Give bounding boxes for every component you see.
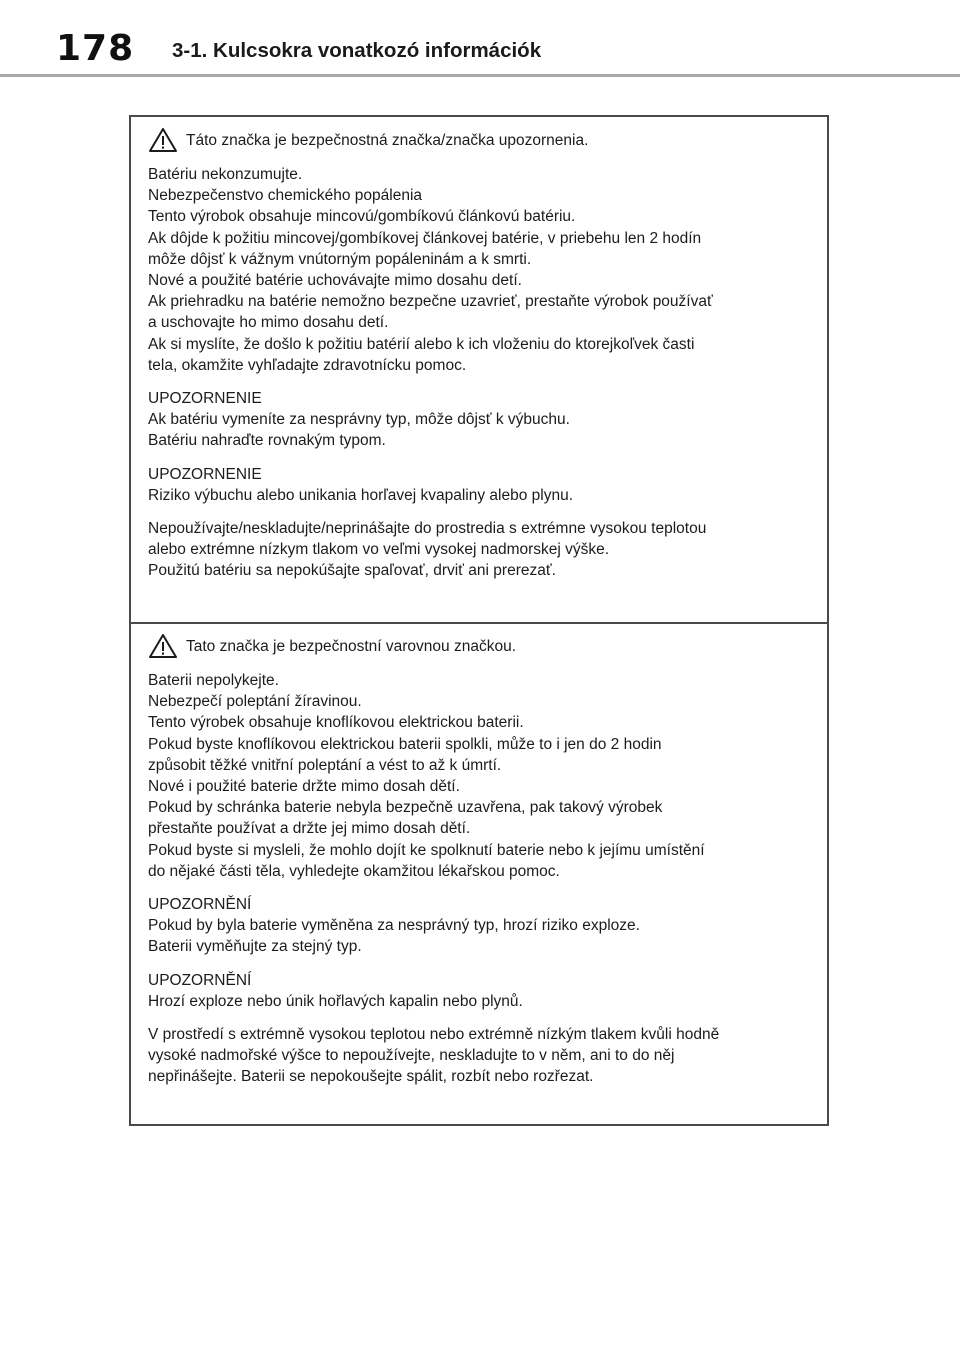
paragraph-slovak-caution-explosion: [148, 464, 817, 506]
paragraph-czech-caution-explosion: [148, 970, 817, 1012]
text-line: Nebezpečí poleptání žíravinou.: [148, 693, 362, 711]
text-line: Ak priehradku na batérie nemožno bezpečne uzavrieť, prestaňte výrobok používať: [148, 293, 713, 311]
paragraph-czech-caution-replacement: [148, 894, 817, 958]
text-line: Nebezpečenstvo chemického popálenia: [148, 187, 423, 205]
text-line: Batériu nekonzumujte.: [148, 166, 303, 183]
text-line: vysoké nadmořské výšce to nepoužívejte, neskladujte to v něm, ani to do něj: [148, 1047, 675, 1065]
text-line: Tento výrobek obsahuje knoflíkovou elektrickou baterii.: [148, 714, 524, 732]
text-line: a uschovajte ho mimo dosahu detí.: [148, 314, 389, 332]
header-rule: [0, 74, 960, 77]
text-line: Pokud byste knoflíkovou elektrickou baterii spolkli, může to i jen do 2 hodin: [148, 735, 662, 753]
text-line: Pokud by byla baterie vyměněna za nesprávný typ, hrozí riziko exploze.: [148, 917, 640, 935]
text-line: Pokud byste si mysleli, že mohlo dojít ke spolknutí baterie nebo k jejímu umístění: [148, 841, 705, 859]
text-line: môže dôjsť k vážnym vnútorným popáleninám a k smrti.: [148, 250, 532, 268]
text-line: tela, okamžite vyhľadajte zdravotnícku pomoc.: [148, 356, 467, 374]
text-line: Baterii nepolykejte.: [148, 672, 279, 689]
text-line: přestaňte používat a držte jej mimo dosah dětí.: [148, 820, 471, 838]
symbol-description-czech: Tato značka je bezpečnostní varovnou značkou.: [186, 637, 517, 655]
paragraph-slovak-ingestion: [148, 164, 817, 376]
paragraph-slovak-environment: [148, 518, 817, 582]
text-line: Nepoužívajte/neskladujte/neprinášajte do prostredia s extrémne vysokou teplotou: [148, 520, 707, 538]
text-line: Použitú batériu sa nepokúšajte spaľovať, drviť ani prerezať.: [148, 562, 556, 580]
page-number: 178: [56, 28, 135, 69]
paragraph-czech-environment: [148, 1024, 817, 1088]
page-header: [0, 0, 960, 80]
text-line: Ak batériu vymeníte za nesprávny typ, môže dôjsť k výbuchu.: [148, 411, 570, 429]
warning-triangle-icon: [148, 633, 178, 659]
text-line: Batériu nahraďte rovnakým typom.: [148, 432, 386, 450]
caution-heading: UPOZORNENIE: [148, 390, 262, 408]
text-line: způsobit těžké vnitřní poleptání a vést to až k úmrtí.: [148, 756, 502, 774]
caution-heading: UPOZORNĚNÍ: [148, 971, 252, 989]
text-line: Nové i použité baterie držte mimo dosah dětí.: [148, 778, 460, 796]
text-line: do nějaké části těla, vyhledejte okamžitou lékařskou pomoc.: [148, 862, 560, 880]
text-line: alebo extrémne nízkym tlakom vo veľmi vysokej nadmorskej výške.: [148, 541, 610, 559]
text-line: Ak dôjde k požitiu mincovej/gombíkovej článkovej batérie, v priebehu len 2 hodín: [148, 229, 702, 247]
text-line: Pokud by schránka baterie nebyla bezpečně uzavřena, pak takový výrobek: [148, 799, 663, 817]
text-line: Tento výrobok obsahuje mincovú/gombíkovú článkovú batériu.: [148, 208, 576, 226]
paragraph-czech-ingestion: [148, 670, 817, 882]
text-line: Hrozí exploze nebo únik hořlavých kapalin nebo plynů.: [148, 992, 523, 1010]
symbol-line-czech: [148, 632, 817, 660]
symbol-description-slovak: Táto značka je bezpečnostná značka/značka upozornenia.: [186, 131, 589, 149]
paragraph-slovak-caution-replacement: [148, 388, 817, 452]
text-line: Nové a použité batérie uchovávajte mimo dosahu detí.: [148, 272, 522, 290]
symbol-line-slovak: [148, 126, 817, 154]
text-line: Baterii vyměňujte za stejný typ.: [148, 938, 362, 956]
text-line: Ak si myslíte, že došlo k požitiu batérií alebo k ich vloženiu do ktorejkoľvek časti: [148, 335, 695, 353]
warning-triangle-icon: [148, 127, 178, 153]
section-title: 3-1. Kulcsokra vonatkozó információk: [172, 39, 542, 62]
text-line: Riziko výbuchu alebo unikania horľavej kvapaliny alebo plynu.: [148, 486, 574, 504]
text-line: nepřinášejte. Baterii se nepokoušejte spálit, rozbít nebo rozřezat.: [148, 1068, 594, 1086]
text-line: V prostředí s extrémně vysokou teplotou nebo extrémně nízkým tlakem kvůli hodně: [148, 1026, 720, 1044]
battery-warning-box: [129, 115, 829, 1126]
warning-section-czech: [131, 624, 827, 1124]
warning-section-slovak: [131, 117, 827, 622]
caution-heading: UPOZORNĚNÍ: [148, 896, 252, 914]
caution-heading: UPOZORNENIE: [148, 465, 262, 483]
